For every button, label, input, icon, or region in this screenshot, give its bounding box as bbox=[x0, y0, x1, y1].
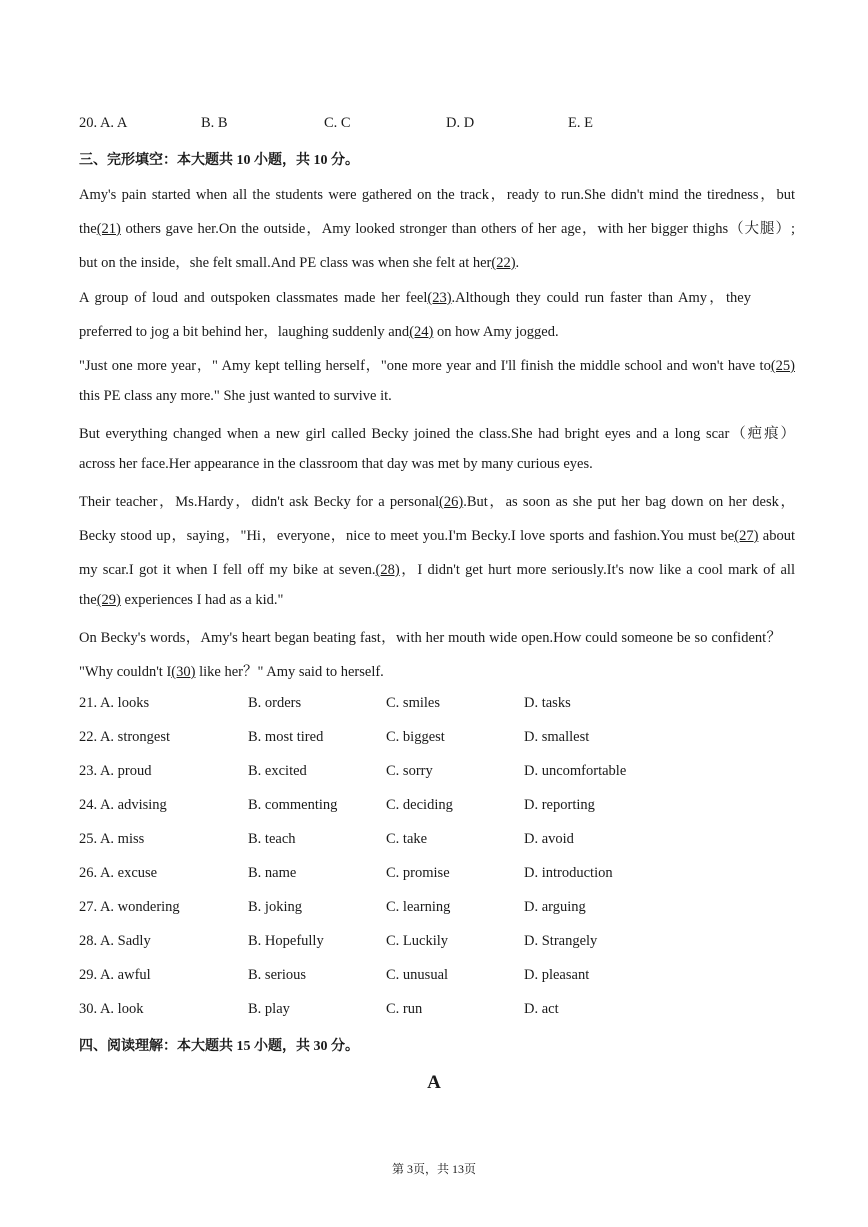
passage-text: A group of loud and outspoken classmates made her feel bbox=[79, 290, 428, 306]
option-d: D. avoid bbox=[524, 831, 574, 847]
passage-text: On Becky's words，Amy's heart began beating fast，with her mouth wide open.How could someone be so confident？ bbox=[79, 630, 781, 646]
option-c: C. learning bbox=[386, 899, 451, 915]
q20-option-e: E. E bbox=[568, 115, 593, 131]
option-c: C. smiles bbox=[386, 695, 440, 711]
part-a-heading: A bbox=[427, 1072, 441, 1093]
passage-line bbox=[79, 286, 751, 307]
passage-line bbox=[79, 388, 795, 405]
option-c: C. unusual bbox=[386, 967, 449, 983]
blank-22: (22) bbox=[491, 255, 516, 271]
passage-text: but on the inside，she felt small.And PE class was when she felt at her bbox=[79, 255, 492, 271]
passage-text: about bbox=[758, 528, 795, 544]
passage-text: But everything changed when a new girl called Becky joined the class.She had bright eyes and a long scar（疤痕） bbox=[79, 426, 795, 442]
passage-text: this PE class any more." She just wanted to survive it. bbox=[79, 388, 392, 404]
option-a: 21. A. looks bbox=[79, 695, 150, 711]
q20-option-d: D. D bbox=[446, 115, 475, 131]
passage-line bbox=[79, 320, 795, 341]
option-c: C. biggest bbox=[386, 729, 445, 745]
passage-line bbox=[79, 354, 795, 375]
blank-21: (21) bbox=[96, 221, 121, 237]
passage-line bbox=[79, 558, 795, 579]
blank-28: (28) bbox=[375, 562, 400, 578]
option-d: D. act bbox=[524, 1001, 559, 1017]
passage-text: Their teacher，Ms.Hardy，didn't ask Becky for a personal bbox=[79, 494, 440, 510]
option-a: 25. A. miss bbox=[79, 831, 145, 847]
passage-line bbox=[79, 524, 795, 545]
blank-27: (27) bbox=[734, 528, 759, 544]
option-b: B. joking bbox=[248, 899, 302, 915]
option-c: C. take bbox=[386, 831, 428, 847]
option-a: 29. A. awful bbox=[79, 967, 151, 983]
blank-29: (29) bbox=[96, 592, 121, 608]
option-c: C. sorry bbox=[386, 763, 433, 779]
passage-text: the bbox=[79, 592, 97, 608]
passage-text: like her？" Amy said to herself. bbox=[195, 664, 384, 680]
passage-line bbox=[79, 217, 795, 238]
passage-text: on how Amy jogged. bbox=[433, 324, 559, 340]
passage-line bbox=[79, 456, 795, 473]
option-a: 22. A. strongest bbox=[79, 729, 171, 745]
passage-text: experiences I had as a kid." bbox=[120, 592, 284, 608]
option-b: B. most tired bbox=[248, 729, 324, 745]
passage-line bbox=[79, 422, 795, 443]
option-b: B. orders bbox=[248, 695, 302, 711]
passage-line bbox=[79, 490, 795, 511]
passage-line bbox=[79, 183, 795, 204]
passage-text: .Although they could run faster than Amy，they bbox=[451, 290, 751, 306]
option-c: C. deciding bbox=[386, 797, 453, 813]
passage-text: preferred to jog a bit behind her，laughing suddenly and bbox=[79, 324, 410, 340]
option-b: B. teach bbox=[248, 831, 296, 847]
option-b: B. serious bbox=[248, 967, 306, 983]
passage-text: ，I didn't get hurt more seriously.It's now like a cool mark of all bbox=[399, 562, 795, 578]
passage-line bbox=[79, 660, 795, 681]
passage-text: "Why couldn't I bbox=[79, 664, 172, 680]
passage-text: .But，as soon as she put her bag down on her desk， bbox=[463, 494, 796, 510]
option-d: D. introduction bbox=[524, 865, 613, 881]
option-b: B. play bbox=[248, 1001, 290, 1017]
option-b: B. name bbox=[248, 865, 297, 881]
option-a: 27. A. wondering bbox=[79, 899, 180, 915]
page-footer: 第 3页，共 13页 bbox=[391, 1162, 476, 1176]
blank-25: (25) bbox=[770, 358, 795, 374]
passage-line bbox=[79, 251, 795, 272]
passage-text: . bbox=[515, 255, 520, 271]
blank-24: (24) bbox=[409, 324, 434, 340]
blank-23: (23) bbox=[427, 290, 452, 306]
option-c: C. Luckily bbox=[386, 933, 449, 949]
option-b: B. excited bbox=[248, 763, 307, 779]
option-a: 28. A. Sadly bbox=[79, 933, 151, 949]
passage-text: "Just one more year，" Amy kept telling herself，"one more year and I'll finish the middle school and won't have to bbox=[79, 358, 771, 374]
section-heading-cloze: 三、完形填空：本大题共 10 小题，共 10 分。 bbox=[79, 153, 359, 168]
passage-line bbox=[79, 592, 795, 609]
q20-option-a: 20. A. A bbox=[79, 115, 128, 131]
option-b: B. commenting bbox=[248, 797, 338, 813]
passage-text: others gave her.On the outside，Amy looked stronger than others of her age，with her bigger thighs（大腿）; bbox=[120, 221, 795, 237]
blank-26: (26) bbox=[439, 494, 464, 510]
passage-line bbox=[79, 626, 781, 647]
q20-option-c: C. C bbox=[324, 115, 351, 131]
option-a: 24. A. advising bbox=[79, 797, 167, 813]
option-c: C. run bbox=[386, 1001, 423, 1017]
option-a: 26. A. excuse bbox=[79, 865, 158, 881]
option-d: D. uncomfortable bbox=[524, 763, 627, 779]
section-heading-reading: 四、阅读理解：本大题共 15 小题，共 30 分。 bbox=[79, 1039, 359, 1054]
option-d: D. pleasant bbox=[524, 967, 590, 983]
option-d: D. Strangely bbox=[524, 933, 598, 949]
option-c: C. promise bbox=[386, 865, 450, 881]
option-d: D. tasks bbox=[524, 695, 571, 711]
passage-text: Becky stood up，saying，"Hi，everyone，nice to meet you.I'm Becky.I love sports and fashion.You must be bbox=[79, 528, 735, 544]
option-b: B. Hopefully bbox=[248, 933, 324, 949]
blank-30: (30) bbox=[171, 664, 196, 680]
option-d: D. smallest bbox=[524, 729, 590, 745]
passage-text: the bbox=[79, 221, 97, 237]
q20-option-b: B. B bbox=[201, 115, 228, 131]
passage-text: across her face.Her appearance in the classroom that day was met by many curious eyes. bbox=[79, 456, 593, 472]
option-a: 30. A. look bbox=[79, 1001, 144, 1017]
option-d: D. reporting bbox=[524, 797, 595, 813]
passage-text: Amy's pain started when all the students were gathered on the track，ready to run.She didn't mind the tiredness，but bbox=[79, 187, 795, 203]
option-a: 23. A. proud bbox=[79, 763, 152, 779]
passage-text: my scar.I got it when I fell off my bike at seven. bbox=[79, 562, 376, 578]
option-d: D. arguing bbox=[524, 899, 586, 915]
